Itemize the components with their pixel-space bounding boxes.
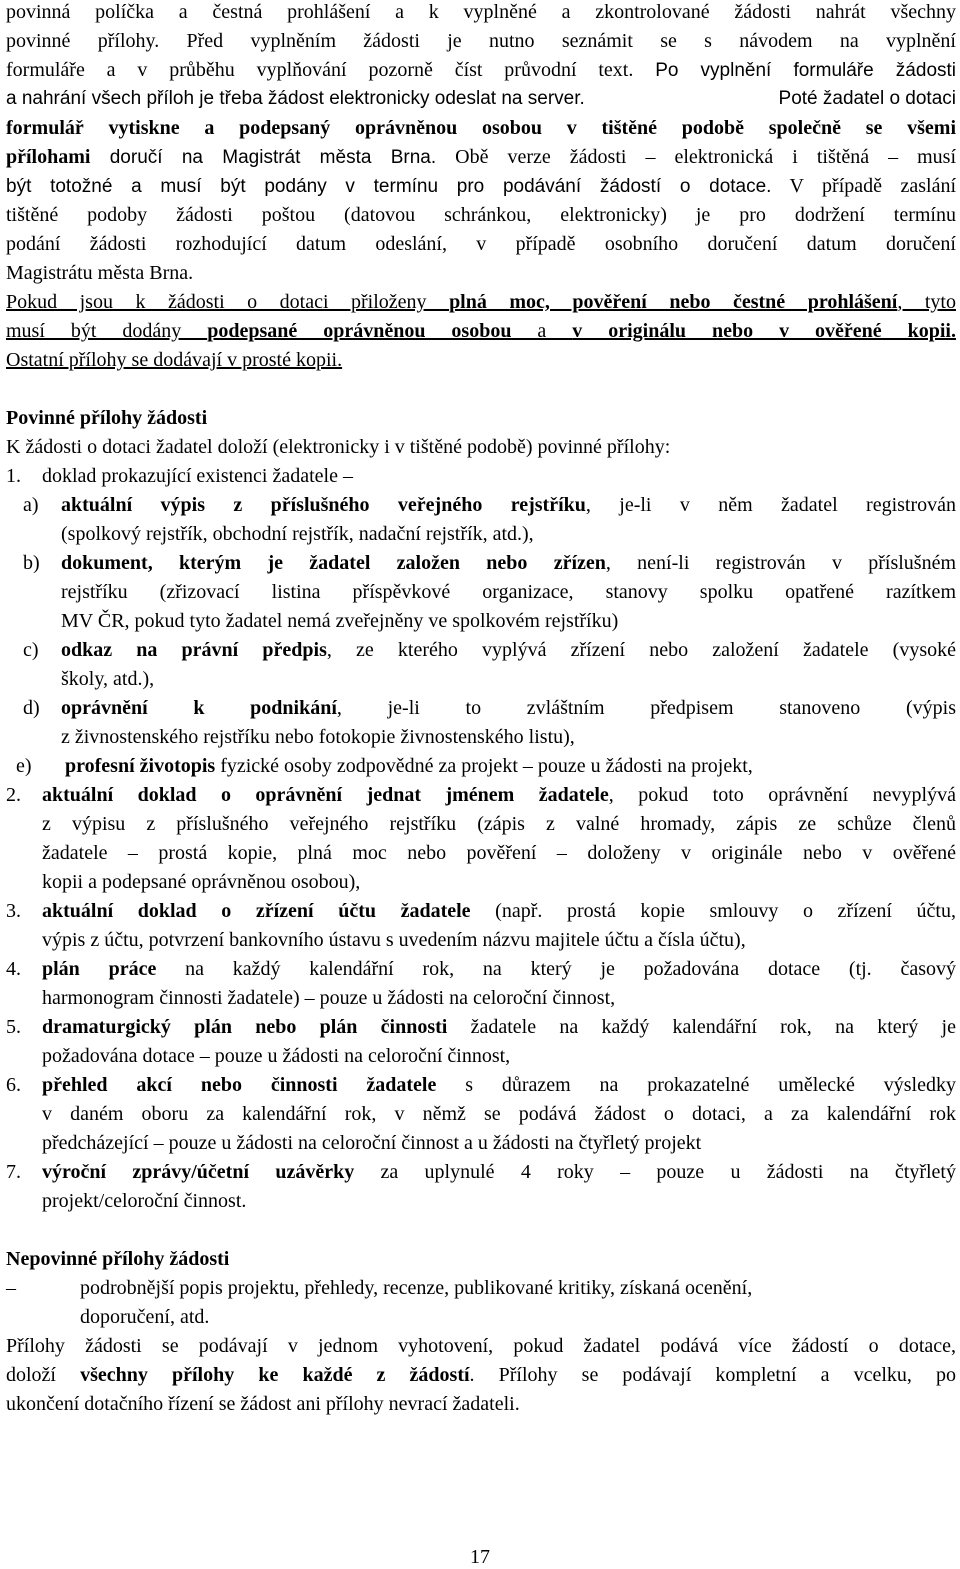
text-line: [61, 696, 956, 720]
text-line: [42, 957, 956, 981]
text-segment: Obě verze žádosti – elektronická i tištěná – musí: [436, 146, 957, 168]
text-segment: být totožné a musí být podány v termínu pro podávání žádostí o dotace.: [6, 176, 772, 197]
text-line: [42, 1160, 956, 1184]
text-line: Přílohy žádosti se podávají v jednom vyhotovení, pokud žadatel podává více žádostí o dotace,: [6, 1335, 956, 1357]
text-segment: doručí na Magistrát města Brna.: [90, 147, 437, 168]
list-letter: d): [23, 697, 40, 719]
text-line: povinná políčka a čestná prohlášení a k vyplněné a zkontrolované žádosti nahrát všechny: [6, 1, 956, 23]
text-line: doporučení, atd.: [80, 1306, 210, 1328]
text-segment: plná moc, pověření nebo čestné prohlášení: [449, 291, 898, 313]
list-number: 2.: [6, 784, 21, 806]
list-number: 5.: [6, 1016, 21, 1038]
text-line: a nahrání všech příloh je třeba žádost elektronicky odeslat na server.: [6, 88, 585, 109]
list-dash: –: [6, 1277, 16, 1299]
text-line: [42, 899, 956, 923]
text-line: projekt/celoroční činnost.: [42, 1190, 247, 1212]
text-segment: s důrazem na prokazatelné umělecké výsledky: [436, 1074, 956, 1096]
list-number: 3.: [6, 900, 21, 922]
text-line: povinné přílohy. Před vyplněním žádosti je nutno seznámit se s návodem na vyplnění: [6, 30, 956, 52]
text-line: [6, 319, 956, 343]
text-line: [61, 638, 956, 662]
text-line: [6, 1363, 956, 1387]
text-segment: , ze kterého vyplývá zřízení nebo založení žadatele (vysoké: [326, 639, 956, 661]
text-line: (spolkový rejstřík, obchodní rejstřík, nadační rejstřík, atd.),: [61, 523, 534, 545]
text-line: Magistrátu města Brna.: [6, 262, 194, 284]
text-segment: dokument, kterým je žadatel založen nebo zřízen: [61, 552, 606, 574]
text-segment: a: [511, 320, 573, 342]
text-segment: žadatele na každý kalendářní rok, na který je: [447, 1016, 956, 1038]
list-letter: a): [23, 494, 39, 516]
text-segment: fyzické osoby zodpovědné za projekt – pouze u žádosti na projekt,: [215, 755, 753, 777]
text-line: [42, 1015, 956, 1039]
text-line: [61, 551, 956, 575]
text-segment: přílohami: [6, 146, 91, 168]
text-line: doklad prokazující existenci žadatele –: [42, 465, 353, 487]
text-line: výpis z účtu, potvrzení bankovního ústavu s uvedením názvu majitele účtu a čísla účtu),: [42, 929, 746, 951]
text-line: podání žádosti rozhodující datum odeslání, v případě osobního doručení datum doručení: [6, 233, 956, 255]
text-line: Ostatní přílohy se dodávají v prosté kopii.: [6, 349, 343, 371]
text-line: [42, 1073, 956, 1097]
text-line: tištěné podoby žádosti poštou (datovou schránkou, elektronicky) je pro dodržení termínu: [6, 204, 956, 226]
text-line: požadována dotace – pouze u žádosti na celoroční činnost,: [42, 1045, 511, 1067]
list-letter: e): [16, 755, 32, 777]
text-segment: Pokud jsou k žádosti o dotaci přiloženy: [6, 291, 450, 313]
text-segment: , pokud toto oprávnění nevyplývá: [608, 784, 956, 806]
text-segment: všechny přílohy ke každé z žádostí: [80, 1364, 470, 1386]
text-line: rejstříku (zřizovací listina příspěvkové organizace, stanovy spolku opatřené razítkem: [61, 581, 956, 603]
text-line: žadatele – prostá kopie, plná moc nebo pověření – doloženy v originále nebo v ověřené: [42, 842, 956, 864]
list-number: 7.: [6, 1161, 21, 1183]
text-segment: . Přílohy se podávají kompletní a vcelku, po: [469, 1364, 957, 1386]
text-segment: aktuální výpis z příslušného veřejného rejstříku: [61, 494, 586, 516]
text-segment: (např. prostá kopie smlouvy o zřízení účtu,: [470, 900, 956, 922]
text-line: ukončení dotačního řízení se žádost ani přílohy nevrací žadateli.: [6, 1393, 520, 1415]
text-line: [6, 58, 956, 83]
text-segment: aktuální doklad o zřízení účtu žadatele: [42, 900, 471, 922]
text-segment: dramaturgický plán nebo plán činnosti: [42, 1016, 448, 1038]
list-number: 1.: [6, 465, 21, 487]
section-heading: Nepovinné přílohy žádosti: [6, 1248, 230, 1270]
text-segment: Po vyplnění formuláře žádosti: [655, 60, 957, 81]
text-segment: , je-li to zvláštním předpisem stanoveno (výpis: [336, 697, 957, 719]
text-line: z živnostenského rejstříku nebo fotokopie živnostenského listu),: [61, 726, 575, 748]
list-letter: b): [23, 552, 40, 574]
text-segment: plán práce: [42, 958, 157, 980]
section-heading: Povinné přílohy žádosti: [6, 407, 208, 429]
text-line: v daném oboru za kalendářní rok, v němž se podává žádost o dotaci, a za kalendářní rok: [42, 1103, 956, 1125]
text-segment: V případě zaslání: [771, 175, 957, 197]
text-segment: , je-li v něm žadatel registrován: [585, 494, 957, 516]
text-line: podrobnější popis projektu, přehledy, recenze, publikované kritiky, získaná ocenění,: [80, 1277, 753, 1299]
text-line: předcházející – pouze u žádosti na celoroční činnost a u žádosti na čtyřletý projekt: [42, 1132, 702, 1154]
text-segment: formuláře a v průběhu vyplňování pozorně číst průvodní text.: [6, 59, 634, 81]
text-line: K žádosti o dotaci žadatel doloží (elektronicky i v tištěné podobě) povinné přílohy:: [6, 436, 671, 458]
text-segment: musí být dodány: [6, 320, 208, 342]
text-line: [6, 290, 956, 314]
text-segment: , tyto: [897, 291, 956, 313]
text-segment: za uplynulé 4 roky – pouze u žádosti na čtyřletý: [354, 1161, 956, 1183]
text-segment: v originálu nebo v ověřené kopii.: [572, 320, 956, 342]
text-line: formulář vytiskne a podepsaný oprávněnou osobou v tištěné podobě společně se všemi: [6, 117, 956, 139]
text-line: z výpisu z příslušného veřejného rejstříku (zápis z valné hromady, zápis ze schůze členů: [42, 813, 956, 835]
text-segment: podepsané oprávněnou osobou: [207, 320, 512, 342]
text-line: [61, 493, 956, 517]
text-segment: aktuální doklad o oprávnění jednat jménem žadatele: [42, 784, 609, 806]
text-line: školy, atd.),: [61, 668, 155, 690]
text-segment: přehled akcí nebo činnosti žadatele: [42, 1074, 437, 1096]
text-segment: profesní životopis: [65, 755, 216, 777]
list-number: 4.: [6, 958, 21, 980]
text-line: kopii a podepsané oprávněnou osobou),: [42, 871, 361, 893]
list-letter: c): [23, 639, 39, 661]
text-segment: výroční zprávy/účetní uzávěrky: [42, 1161, 355, 1183]
text-segment: doloží: [6, 1364, 81, 1386]
text-segment: , není-li registrován v příslušném: [605, 552, 957, 574]
text-segment: oprávnění k podnikání: [61, 697, 337, 719]
text-line: [6, 174, 956, 199]
page-number: 17: [470, 1546, 490, 1568]
list-number: 6.: [6, 1074, 21, 1096]
text-line: [65, 754, 753, 778]
text-line: [42, 783, 956, 807]
text-segment: odkaz na právní předpis: [61, 639, 327, 661]
text-line: [6, 145, 956, 170]
text-segment: na každý kalendářní rok, na který je požadována dotace (tj. časový: [156, 958, 956, 980]
text-line: harmonogram činnosti žadatele) – pouze u žádosti na celoroční činnost,: [42, 987, 616, 1009]
text-line: Poté žadatel o dotaci: [778, 88, 956, 109]
text-line: MV ČR, pokud tyto žadatel nemá zveřejněny ve spolkovém rejstříku): [61, 610, 619, 632]
